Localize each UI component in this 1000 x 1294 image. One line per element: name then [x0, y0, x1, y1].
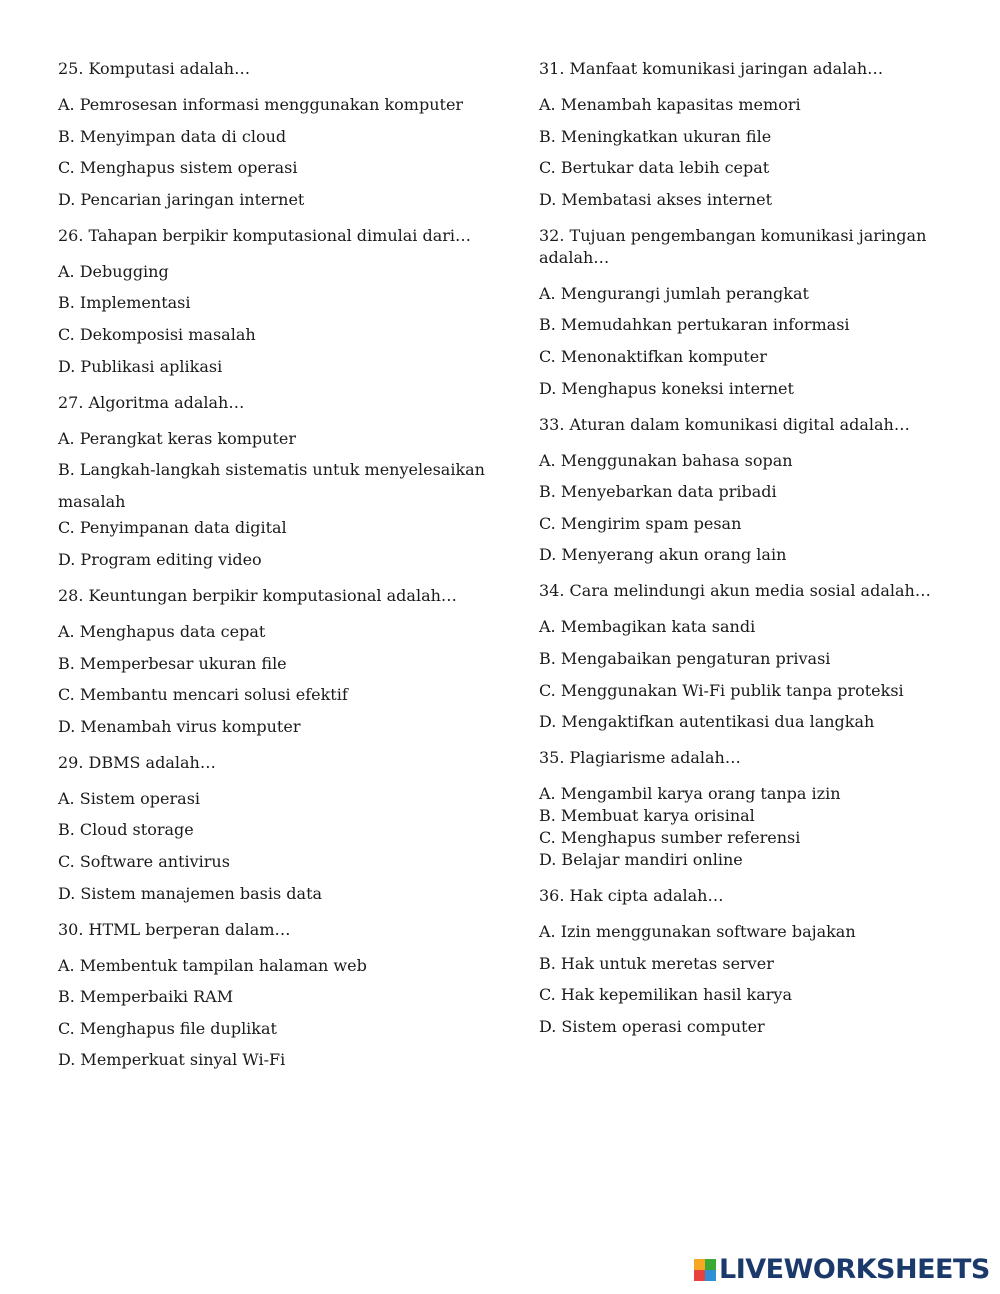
question-text: 31. Manfaat komunikasi jaringan adalah… [539, 59, 884, 78]
answer-option: D. Sistem operasi computer [539, 1016, 765, 1036]
answer-option: D. Publikasi aplikasi [58, 356, 223, 376]
answer-option: B. Memudahkan pertukaran informasi [539, 315, 850, 335]
answer-option: C. Menghapus file duplikat [58, 1018, 277, 1038]
question-36 [539, 885, 939, 1038]
answer-option: C. Menggunakan Wi-Fi publik tanpa proteksi [539, 680, 904, 700]
answer-option: A. Pemrosesan informasi menggunakan komputer [58, 95, 464, 114]
question-28 [58, 585, 498, 738]
question-text: 25. Komputasi adalah… [58, 59, 251, 78]
question-text: 34. Cara melindungi akun media sosial adalah… [539, 581, 931, 601]
question-32 [539, 225, 939, 400]
answer-option: D. Menghapus koneksi internet [539, 378, 794, 398]
answer-option: A. Membentuk tampilan halaman web [58, 955, 367, 975]
logo-text: LIVEWORKSHEETS [719, 1254, 990, 1285]
answer-option: A. Sistem operasi [58, 788, 201, 808]
answer-option: A. Perangkat keras komputer [58, 428, 296, 448]
question-29 [58, 752, 498, 905]
answer-option: C. Software antivirus [58, 851, 230, 871]
answer-option: B. Implementasi [58, 293, 191, 313]
question-text: 26. Tahapan berpikir komputasional dimulai dari… [58, 225, 472, 245]
answer-option: C. Hak kepemilikan hasil karya [539, 985, 792, 1005]
right-question-column [539, 58, 939, 1052]
logo-mark-tile [705, 1270, 716, 1281]
question-text: 35. Plagiarisme adalah… [539, 748, 741, 768]
answer-option: B. Menyimpan data di cloud [58, 126, 287, 146]
question-30 [58, 919, 498, 1072]
question-text: 27. Algoritma adalah… [58, 392, 245, 412]
logo-mark-icon [694, 1259, 716, 1281]
question-27 [58, 392, 498, 571]
answer-option: A. Mengambil karya orang tanpa izin [539, 784, 841, 804]
answer-option: C. Membantu mencari solusi efektif [58, 685, 348, 705]
answer-option: D. Mengaktifkan autentikasi dua langkah [539, 712, 875, 732]
answer-option: B. Memperbesar ukuran file [58, 653, 287, 673]
question-26 [58, 225, 498, 378]
liveworksheets-logo [694, 1256, 990, 1284]
answer-option: C. Penyimpanan data digital [58, 518, 287, 538]
question-text: 30. HTML berperan dalam… [58, 919, 291, 939]
answer-option: B. Meningkatkan ukuran file [539, 126, 772, 146]
answer-option: A. Menghapus data cepat [58, 621, 266, 641]
question-text: 29. DBMS adalah… [58, 752, 216, 772]
question-31 [539, 58, 939, 211]
answer-option: C. Menghapus sistem operasi [58, 158, 298, 178]
answer-option: B. Hak untuk meretas server [539, 953, 774, 973]
question-text: 33. Aturan dalam komunikasi digital adalah… [539, 414, 910, 434]
answer-option: D. Memperkuat sinyal Wi-Fi [58, 1050, 286, 1070]
answer-option: B. Mengabaikan pengaturan privasi [539, 648, 831, 668]
answer-option: A. Debugging [58, 261, 169, 281]
answer-option: D. Sistem manajemen basis data [58, 883, 323, 903]
logo-mark-tile [694, 1270, 705, 1281]
answer-option: A. Menambah kapasitas memori [539, 95, 801, 114]
question-text: 32. Tujuan pengembangan komunikasi jaringan adalah… [539, 225, 927, 267]
question-25 [58, 58, 498, 211]
answer-option: D. Program editing video [58, 549, 262, 569]
left-question-column [58, 58, 498, 1085]
answer-option: C. Menonaktifkan komputer [539, 346, 767, 366]
answer-option: D. Menyerang akun orang lain [539, 545, 787, 565]
answer-option: A. Mengurangi jumlah perangkat [539, 283, 809, 303]
question-34 [539, 580, 939, 733]
answer-option: B. Langkah-langkah sistematis untuk menyelesaikan masalah [58, 460, 485, 511]
answer-option: C. Bertukar data lebih cepat [539, 158, 770, 178]
question-text: 28. Keuntungan berpikir komputasional adalah… [58, 585, 457, 605]
answer-option: A. Izin menggunakan software bajakan [539, 922, 856, 942]
answer-option: B. Menyebarkan data pribadi [539, 482, 777, 502]
question-33 [539, 414, 939, 567]
logo-mark-tile [694, 1259, 705, 1270]
answer-option: C. Mengirim spam pesan [539, 513, 742, 533]
answer-option: B. Membuat karya orisinal [539, 806, 755, 826]
answer-option: D. Menambah virus komputer [58, 716, 301, 736]
question-35 [539, 747, 939, 871]
answer-option: C. Dekomposisi masalah [58, 324, 256, 344]
answer-option: B. Cloud storage [58, 820, 194, 840]
answer-option: D. Belajar mandiri online [539, 850, 743, 870]
answer-option: D. Pencarian jaringan internet [58, 189, 305, 209]
logo-mark-tile [705, 1259, 716, 1270]
answer-option: C. Menghapus sumber referensi [539, 828, 801, 848]
answer-option: A. Menggunakan bahasa sopan [539, 450, 793, 470]
answer-option: D. Membatasi akses internet [539, 189, 772, 209]
answer-option: B. Memperbaiki RAM [58, 987, 234, 1007]
question-text: 36. Hak cipta adalah… [539, 886, 724, 906]
answer-option: A. Membagikan kata sandi [539, 617, 756, 637]
